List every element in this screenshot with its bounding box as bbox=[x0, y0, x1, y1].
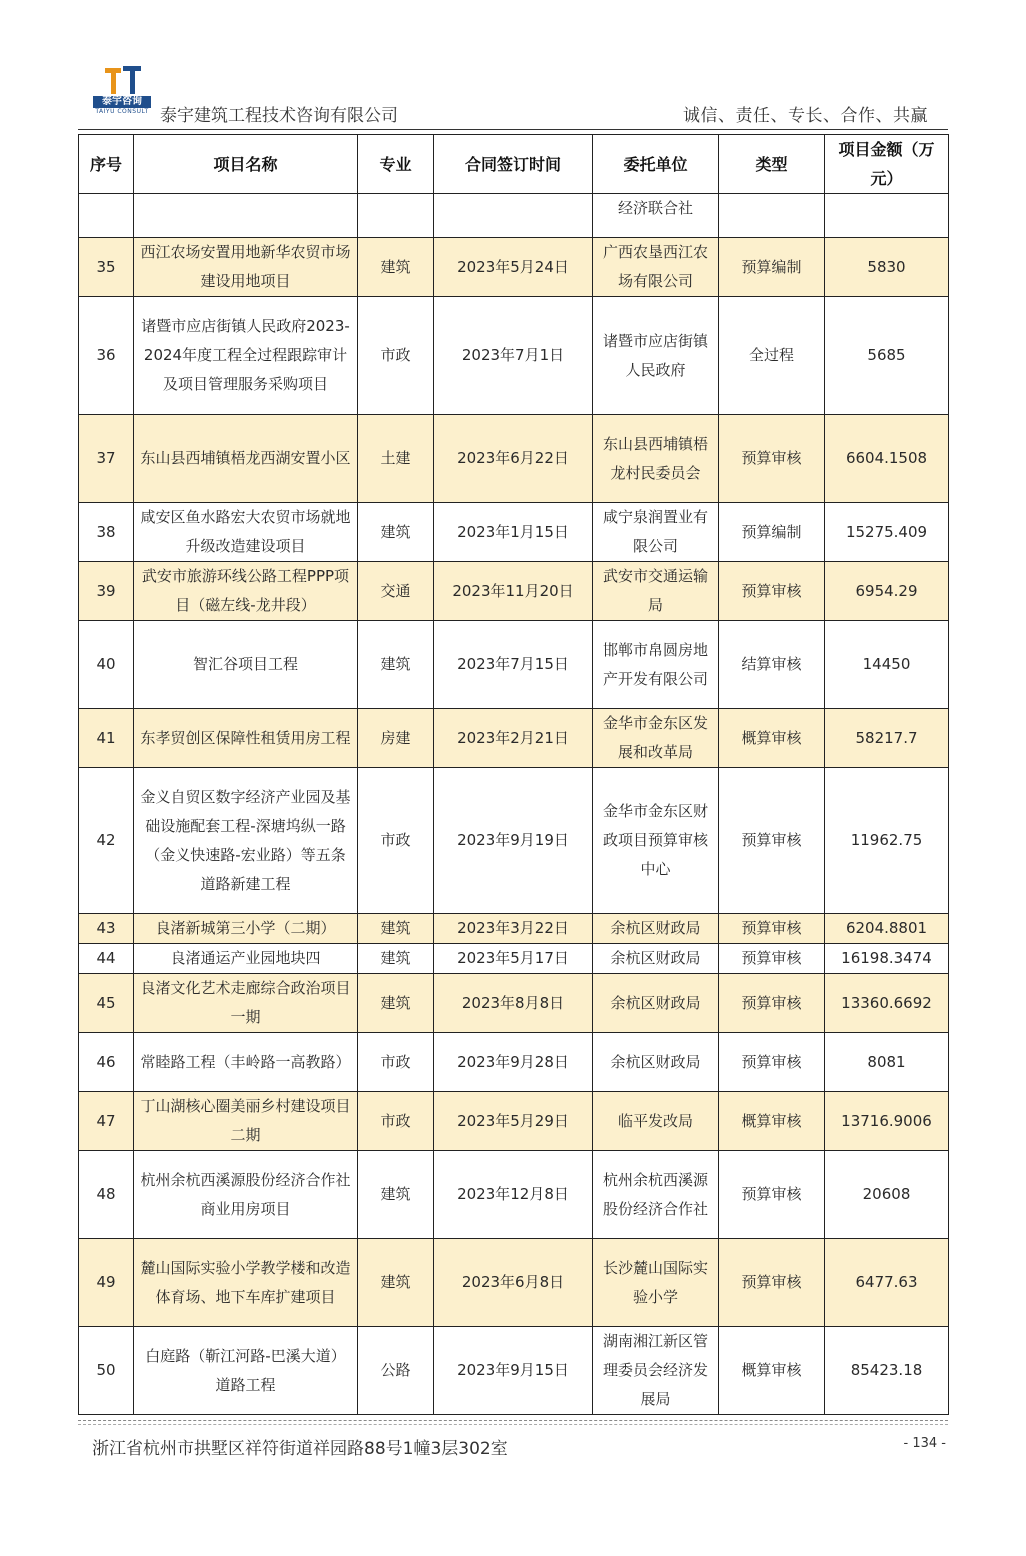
cell-no: 50 bbox=[79, 1327, 134, 1415]
company-slogan: 诚信、责任、专长、合作、共赢 bbox=[683, 106, 928, 126]
cell-major: 市政 bbox=[358, 768, 434, 914]
table-row bbox=[79, 944, 949, 974]
cell-project-name: 良渚文化艺术走廊综合政治项目一期 bbox=[134, 974, 358, 1033]
cell-major: 房建 bbox=[358, 709, 434, 768]
cell-type: 结算审核 bbox=[719, 621, 825, 709]
cell-contract-date: 2023年5月29日 bbox=[434, 1092, 593, 1151]
cell-contract-date: 2023年6月8日 bbox=[434, 1239, 593, 1327]
table-row bbox=[79, 1151, 949, 1239]
cell-type: 预算编制 bbox=[719, 503, 825, 562]
footer-divider bbox=[78, 1424, 948, 1425]
cell-major: 建筑 bbox=[358, 621, 434, 709]
cell-no: 38 bbox=[79, 503, 134, 562]
cell-contract-date: 2023年5月17日 bbox=[434, 944, 593, 974]
cell-major: 建筑 bbox=[358, 944, 434, 974]
cell-client: 湖南湘江新区管理委员会经济发展局 bbox=[593, 1327, 719, 1415]
cell-amount: 5830 bbox=[825, 238, 949, 297]
cell-type: 预算审核 bbox=[719, 974, 825, 1033]
cell-client: 临平发改局 bbox=[593, 1092, 719, 1151]
cell-major: 建筑 bbox=[358, 914, 434, 944]
cell-major: 市政 bbox=[358, 1033, 434, 1092]
cell-major: 建筑 bbox=[358, 974, 434, 1033]
cell-amount: 5685 bbox=[825, 297, 949, 415]
cell-client: 余杭区财政局 bbox=[593, 944, 719, 974]
cell-major: 市政 bbox=[358, 297, 434, 415]
cell-client: 东山县西埔镇梧龙村民委员会 bbox=[593, 415, 719, 503]
table-row bbox=[79, 503, 949, 562]
cell-contract-date: 2023年9月15日 bbox=[434, 1327, 593, 1415]
project-table bbox=[78, 134, 949, 1415]
cell-amount: 20608 bbox=[825, 1151, 949, 1239]
cell-amount: 6477.63 bbox=[825, 1239, 949, 1327]
cell-major bbox=[358, 194, 434, 238]
cell-amount: 16198.3474 bbox=[825, 944, 949, 974]
table-row bbox=[79, 1239, 949, 1327]
cell-major: 建筑 bbox=[358, 238, 434, 297]
cell-contract-date: 2023年11月20日 bbox=[434, 562, 593, 621]
cell-type: 预算审核 bbox=[719, 1033, 825, 1092]
cell-contract-date: 2023年7月15日 bbox=[434, 621, 593, 709]
cell-contract-date: 2023年2月21日 bbox=[434, 709, 593, 768]
cell-amount bbox=[825, 194, 949, 238]
cell-type: 预算审核 bbox=[719, 562, 825, 621]
company-logo bbox=[93, 62, 151, 114]
cell-amount: 8081 bbox=[825, 1033, 949, 1092]
cell-type: 概算审核 bbox=[719, 1327, 825, 1415]
cell-type: 预算编制 bbox=[719, 238, 825, 297]
cell-contract-date: 2023年1月15日 bbox=[434, 503, 593, 562]
cell-amount: 15275.409 bbox=[825, 503, 949, 562]
table-row bbox=[79, 974, 949, 1033]
cell-project-name: 常睦路工程（丰岭路一高教路） bbox=[134, 1033, 358, 1092]
cell-client: 余杭区财政局 bbox=[593, 1033, 719, 1092]
company-address: 浙江省杭州市拱墅区祥符街道祥园路88号1幢3层302室 bbox=[92, 1439, 508, 1459]
header-cell: 序号 bbox=[79, 135, 134, 194]
cell-project-name: 武安市旅游环线公路工程PPP项目（磁左线-龙井段） bbox=[134, 562, 358, 621]
table-row bbox=[79, 621, 949, 709]
cell-type: 预算审核 bbox=[719, 768, 825, 914]
cell-contract-date: 2023年6月22日 bbox=[434, 415, 593, 503]
cell-type: 预算审核 bbox=[719, 1239, 825, 1327]
table-row bbox=[79, 1092, 949, 1151]
cell-type: 全过程 bbox=[719, 297, 825, 415]
cell-amount: 85423.18 bbox=[825, 1327, 949, 1415]
header-cell: 类型 bbox=[719, 135, 825, 194]
cell-contract-date: 2023年9月19日 bbox=[434, 768, 593, 914]
cell-project-name: 白庭路（靳江河路-巴溪大道）道路工程 bbox=[134, 1327, 358, 1415]
cell-no: 36 bbox=[79, 297, 134, 415]
header-cell: 项目金额（万元） bbox=[825, 135, 949, 194]
cell-type bbox=[719, 194, 825, 238]
cell-no: 43 bbox=[79, 914, 134, 944]
cell-no: 46 bbox=[79, 1033, 134, 1092]
cell-type: 概算审核 bbox=[719, 709, 825, 768]
cell-major: 建筑 bbox=[358, 503, 434, 562]
table-row bbox=[79, 709, 949, 768]
cell-no: 48 bbox=[79, 1151, 134, 1239]
cell-project-name: 西江农场安置用地新华农贸市场建设用地项目 bbox=[134, 238, 358, 297]
cell-no: 42 bbox=[79, 768, 134, 914]
cell-no: 37 bbox=[79, 415, 134, 503]
cell-major: 建筑 bbox=[358, 1239, 434, 1327]
cell-client: 武安市交通运输局 bbox=[593, 562, 719, 621]
header-cell: 项目名称 bbox=[134, 135, 358, 194]
cell-no: 41 bbox=[79, 709, 134, 768]
logo-text: 泰宇咨询 bbox=[93, 96, 151, 108]
cell-contract-date: 2023年7月1日 bbox=[434, 297, 593, 415]
cell-client: 诸暨市应店街镇人民政府 bbox=[593, 297, 719, 415]
cell-contract-date: 2023年9月28日 bbox=[434, 1033, 593, 1092]
table-row bbox=[79, 1327, 949, 1415]
cell-project-name: 麓山国际实验小学教学楼和改造体育场、地下车库扩建项目 bbox=[134, 1239, 358, 1327]
cell-contract-date: 2023年12月8日 bbox=[434, 1151, 593, 1239]
cell-type: 预算审核 bbox=[719, 914, 825, 944]
cell-client: 金华市金东区发展和改革局 bbox=[593, 709, 719, 768]
cell-client: 邯郸市帛圆房地产开发有限公司 bbox=[593, 621, 719, 709]
cell-amount: 6954.29 bbox=[825, 562, 949, 621]
cell-project-name: 诸暨市应店街镇人民政府2023-2024年度工程全过程跟踪审计及项目管理服务采购项目 bbox=[134, 297, 358, 415]
cell-amount: 58217.7 bbox=[825, 709, 949, 768]
header-cell: 合同签订时间 bbox=[434, 135, 593, 194]
table-row bbox=[79, 415, 949, 503]
cell-contract-date: 2023年3月22日 bbox=[434, 914, 593, 944]
cell-no: 35 bbox=[79, 238, 134, 297]
cell-no bbox=[79, 194, 134, 238]
cell-client: 杭州余杭西溪源股份经济合作社 bbox=[593, 1151, 719, 1239]
cell-project-name: 东山县西埔镇梧龙西湖安置小区 bbox=[134, 415, 358, 503]
header-cell: 委托单位 bbox=[593, 135, 719, 194]
cell-client: 金华市金东区财政项目预算审核中心 bbox=[593, 768, 719, 914]
cell-no: 47 bbox=[79, 1092, 134, 1151]
cell-major: 公路 bbox=[358, 1327, 434, 1415]
cell-amount: 6604.1508 bbox=[825, 415, 949, 503]
cell-project-name: 东孝贸创区保障性租赁用房工程 bbox=[134, 709, 358, 768]
cell-client: 咸宁泉润置业有限公司 bbox=[593, 503, 719, 562]
cell-major: 建筑 bbox=[358, 1151, 434, 1239]
cell-amount: 13360.6692 bbox=[825, 974, 949, 1033]
cell-client: 广西农垦西江农场有限公司 bbox=[593, 238, 719, 297]
table-row bbox=[79, 238, 949, 297]
cell-major: 交通 bbox=[358, 562, 434, 621]
cell-amount: 13716.9006 bbox=[825, 1092, 949, 1151]
logo-text-en: TAIYU CONSULT bbox=[95, 108, 149, 115]
cell-contract-date: 2023年8月8日 bbox=[434, 974, 593, 1033]
cell-contract-date: 2023年5月24日 bbox=[434, 238, 593, 297]
cell-client: 余杭区财政局 bbox=[593, 974, 719, 1033]
company-name: 泰宇建筑工程技术咨询有限公司 bbox=[160, 106, 398, 126]
table-row bbox=[79, 297, 949, 415]
page-number: - 134 - bbox=[903, 1436, 946, 1451]
cell-project-name bbox=[134, 194, 358, 238]
cell-type: 预算审核 bbox=[719, 1151, 825, 1239]
cell-client: 余杭区财政局 bbox=[593, 914, 719, 944]
cell-no: 40 bbox=[79, 621, 134, 709]
cell-project-name: 良渚新城第三小学（二期） bbox=[134, 914, 358, 944]
table-row bbox=[79, 194, 949, 238]
cell-project-name: 杭州余杭西溪源股份经济合作社商业用房项目 bbox=[134, 1151, 358, 1239]
cell-no: 45 bbox=[79, 974, 134, 1033]
table-row bbox=[79, 562, 949, 621]
header-divider bbox=[78, 129, 948, 130]
cell-amount: 14450 bbox=[825, 621, 949, 709]
logo-mark-icon bbox=[103, 64, 143, 96]
cell-no: 44 bbox=[79, 944, 134, 974]
cell-client: 长沙麓山国际实验小学 bbox=[593, 1239, 719, 1327]
table-header-row bbox=[79, 135, 949, 194]
cell-project-name: 智汇谷项目工程 bbox=[134, 621, 358, 709]
cell-amount: 11962.75 bbox=[825, 768, 949, 914]
header-cell: 专业 bbox=[358, 135, 434, 194]
cell-type: 预算审核 bbox=[719, 415, 825, 503]
footer-divider bbox=[78, 1420, 948, 1421]
cell-major: 土建 bbox=[358, 415, 434, 503]
cell-project-name: 良渚通运产业园地块四 bbox=[134, 944, 358, 974]
cell-no: 49 bbox=[79, 1239, 134, 1327]
cell-type: 预算审核 bbox=[719, 944, 825, 974]
cell-project-name: 咸安区鱼水路宏大农贸市场就地升级改造建设项目 bbox=[134, 503, 358, 562]
cell-contract-date bbox=[434, 194, 593, 238]
cell-no: 39 bbox=[79, 562, 134, 621]
table-row bbox=[79, 1033, 949, 1092]
cell-project-name: 丁山湖核心圈美丽乡村建设项目二期 bbox=[134, 1092, 358, 1151]
cell-amount: 6204.8801 bbox=[825, 914, 949, 944]
cell-type: 概算审核 bbox=[719, 1092, 825, 1151]
table-row bbox=[79, 914, 949, 944]
cell-project-name: 金义自贸区数字经济产业园及基础设施配套工程-深塘坞纵一路（金义快速路-宏业路）等五条道路新建工程 bbox=[134, 768, 358, 914]
cell-major: 市政 bbox=[358, 1092, 434, 1151]
table-row bbox=[79, 768, 949, 914]
cell-client: 经济联合社 bbox=[593, 194, 719, 238]
